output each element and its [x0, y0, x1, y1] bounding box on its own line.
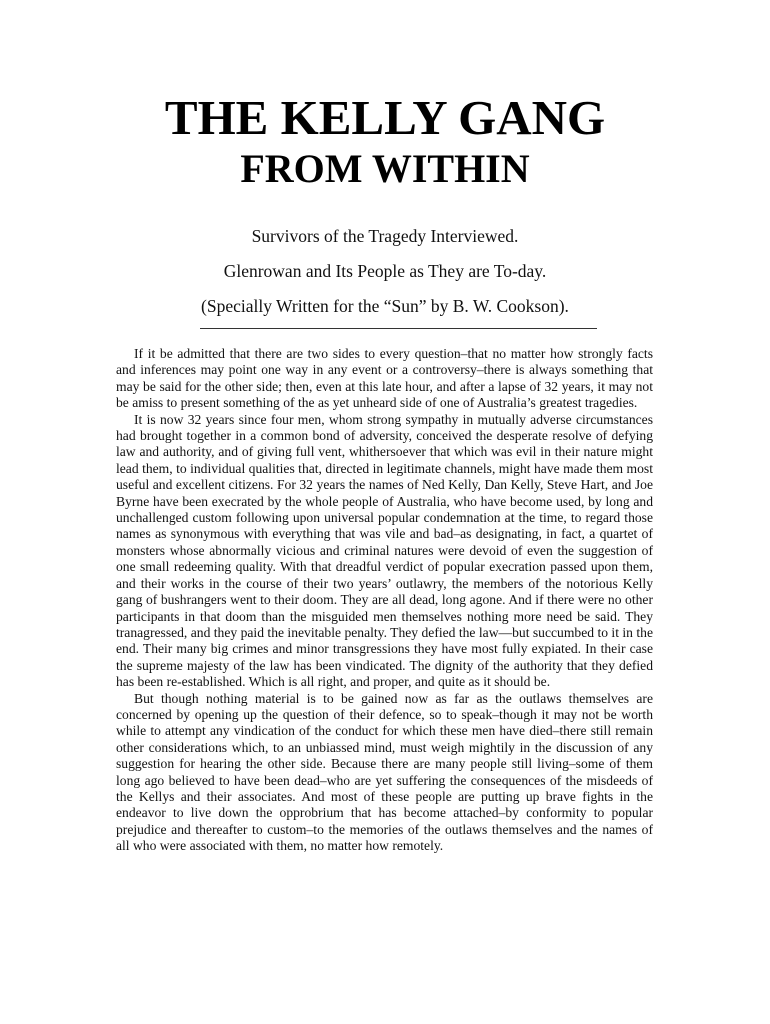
paragraph-2: It is now 32 years since four men, whom strong sympathy in mutually adverse circumstances had brought together in a common bond of adversity, conceived the desperate resolve of defying law and authority, and of giving full vent, whithersoever that which was evil in their nature might lead them, to individual qualities that, directed in legitimate channels, might have made them most useful and excellent citizens. For 32 years the names of Ned Kelly, Dan Kelly, Steve Hart, and Joe Byrne have been execrated by the whole people of Australia, who have become used, by long and unchallenged custom following upon universal popular condemnation at the time, to regard those names as synonymous with everything that was vile and bad–as designating, in fact, a quartet of monsters whose abnormally vicious and criminal natures were devoid of even the suggestion of one small redeeming quality. With that dreadful verdict of popular execration passed upon them, and their works in the course of their two years’ outlawry, the members of the notorious Kelly gang of bushrangers went to their doom. They are all dead, long agone. And if there were no other participants in that doom than the misguided men themselves nothing more need be said. They tranagressed, and they paid the inevitable penalty. They defied the law—but succumbed to it in the end. Their many big crimes and minor transgressions they have most fully expiated. In their case the supreme majesty of the law has been vindicated. The dignity of the authority that they defied has been re-established. Which is all right, and proper, and quite as it should be.	[116, 411, 653, 690]
subtitle-survivors: Survivors of the Tragedy Interviewed.	[251, 226, 519, 246]
article-body	[116, 346, 653, 855]
paragraph-1: If it be admitted that there are two sides to every question–that no matter how strongly facts and inferences may point one way in any event or a controversy–there is always something that may be said for the other side; then, even at this late hour, and after a lapse of 32 years, it may not be amiss to present something of the as yet unheard side of one of Australia’s greatest tragedies.	[116, 346, 653, 411]
subtitle-glenrowan: Glenrowan and Its People as They are To-day.	[223, 261, 547, 281]
title-line-1: THE KELLY GANG	[164, 90, 606, 145]
divider-rule	[200, 328, 597, 329]
subtitle-byline: (Specially Written for the “Sun” by B. W. Cookson).	[201, 296, 569, 316]
paragraph-3: But though nothing material is to be gained now as far as the outlaws themselves are concerned by opening up the question of their defence, so to speak–though it may not be worth while to attempt any vindication of the conduct for which these men have died–there still remain other considerations which, to an unbiassed mind, must weigh mightily in the discussion of any suggestion for hearing the other side. Because there are many people still living–some of them long ago believed to have been dead–who are yet suffering the consequences of the misdeeds of the Kellys and their associates. And most of these people are putting up brave fights in the endeavor to live down the opprobrium that has become attached–by conformity to popular prejudice and thereafter to custom–to the memories of the outlaws themselves and the names of all who were associated with them, no matter how remotely.	[116, 690, 653, 854]
title-line-2: FROM WITHIN	[240, 146, 530, 191]
